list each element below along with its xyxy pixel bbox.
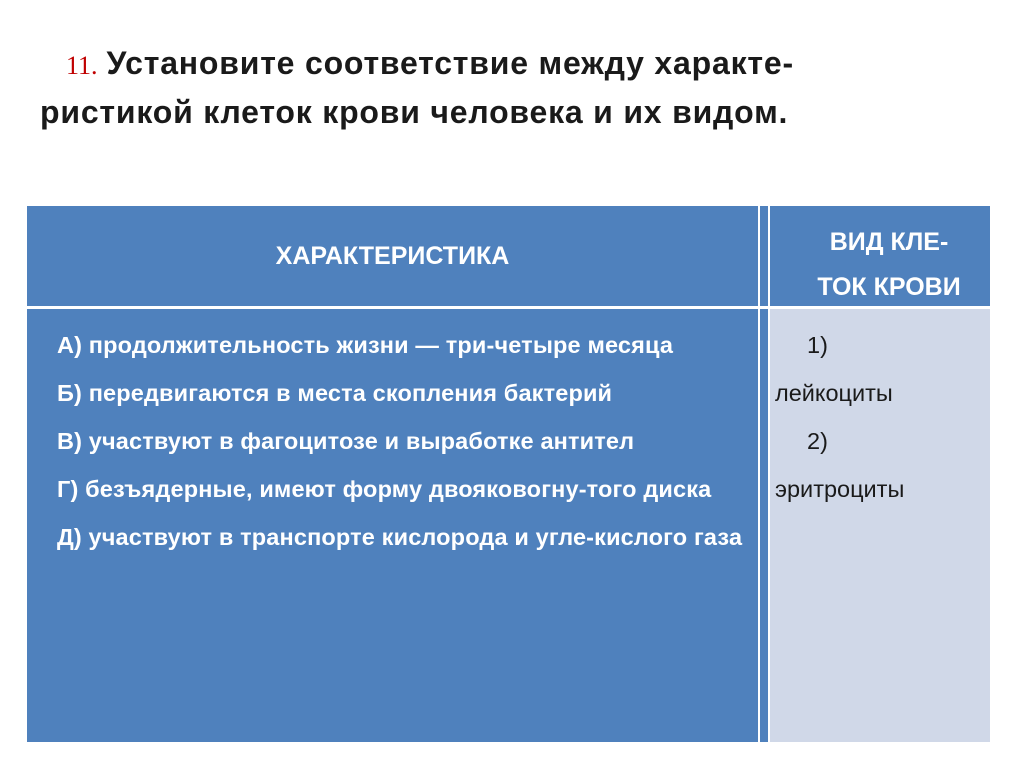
header-cell-type <box>770 206 990 306</box>
characteristic-item-g: Г) безъядерные, имеют форму двояковогну-того диска <box>57 476 712 502</box>
characteristic-item-d: Д) участвуют в транспорте кислорода и угле-кислого газа <box>57 524 743 550</box>
header-characteristic: ХАРАКТЕРИСТИКА <box>27 206 758 306</box>
question-number: 11. <box>66 51 98 80</box>
header-cell-type-line-1: ВИД КЛЕ- <box>829 228 949 256</box>
cell-type-item-1 <box>775 321 984 417</box>
question-title-line-1 <box>40 40 1000 89</box>
characteristics-list <box>27 309 758 742</box>
cell-type-name: лейкоциты <box>775 380 893 406</box>
characteristic-item-v: В) участвуют в фагоцитозе и выработке антител <box>57 428 635 454</box>
cell-type-name: эритроциты <box>775 476 905 502</box>
cell-type-number: 1) <box>807 332 828 358</box>
header-cell-type-line-2: ТОК КРОВИ <box>817 273 961 301</box>
column-separator-body <box>758 309 770 742</box>
column-separator <box>758 206 770 306</box>
question-text-line-2: ристикой клеток крови человека и их видом. <box>40 94 789 130</box>
cell-type-number: 2) <box>807 428 828 454</box>
question-title <box>40 40 1000 136</box>
matching-table <box>27 206 990 742</box>
cell-types-list <box>770 309 990 742</box>
characteristic-item-a: А) продолжительность жизни — три-четыре месяца <box>57 332 674 358</box>
characteristic-item-b: Б) передвигаются в места скопления бактерий <box>57 380 613 406</box>
question-text-line-1: Установите соответствие между характе- <box>106 45 794 81</box>
cell-type-item-2 <box>775 417 984 513</box>
